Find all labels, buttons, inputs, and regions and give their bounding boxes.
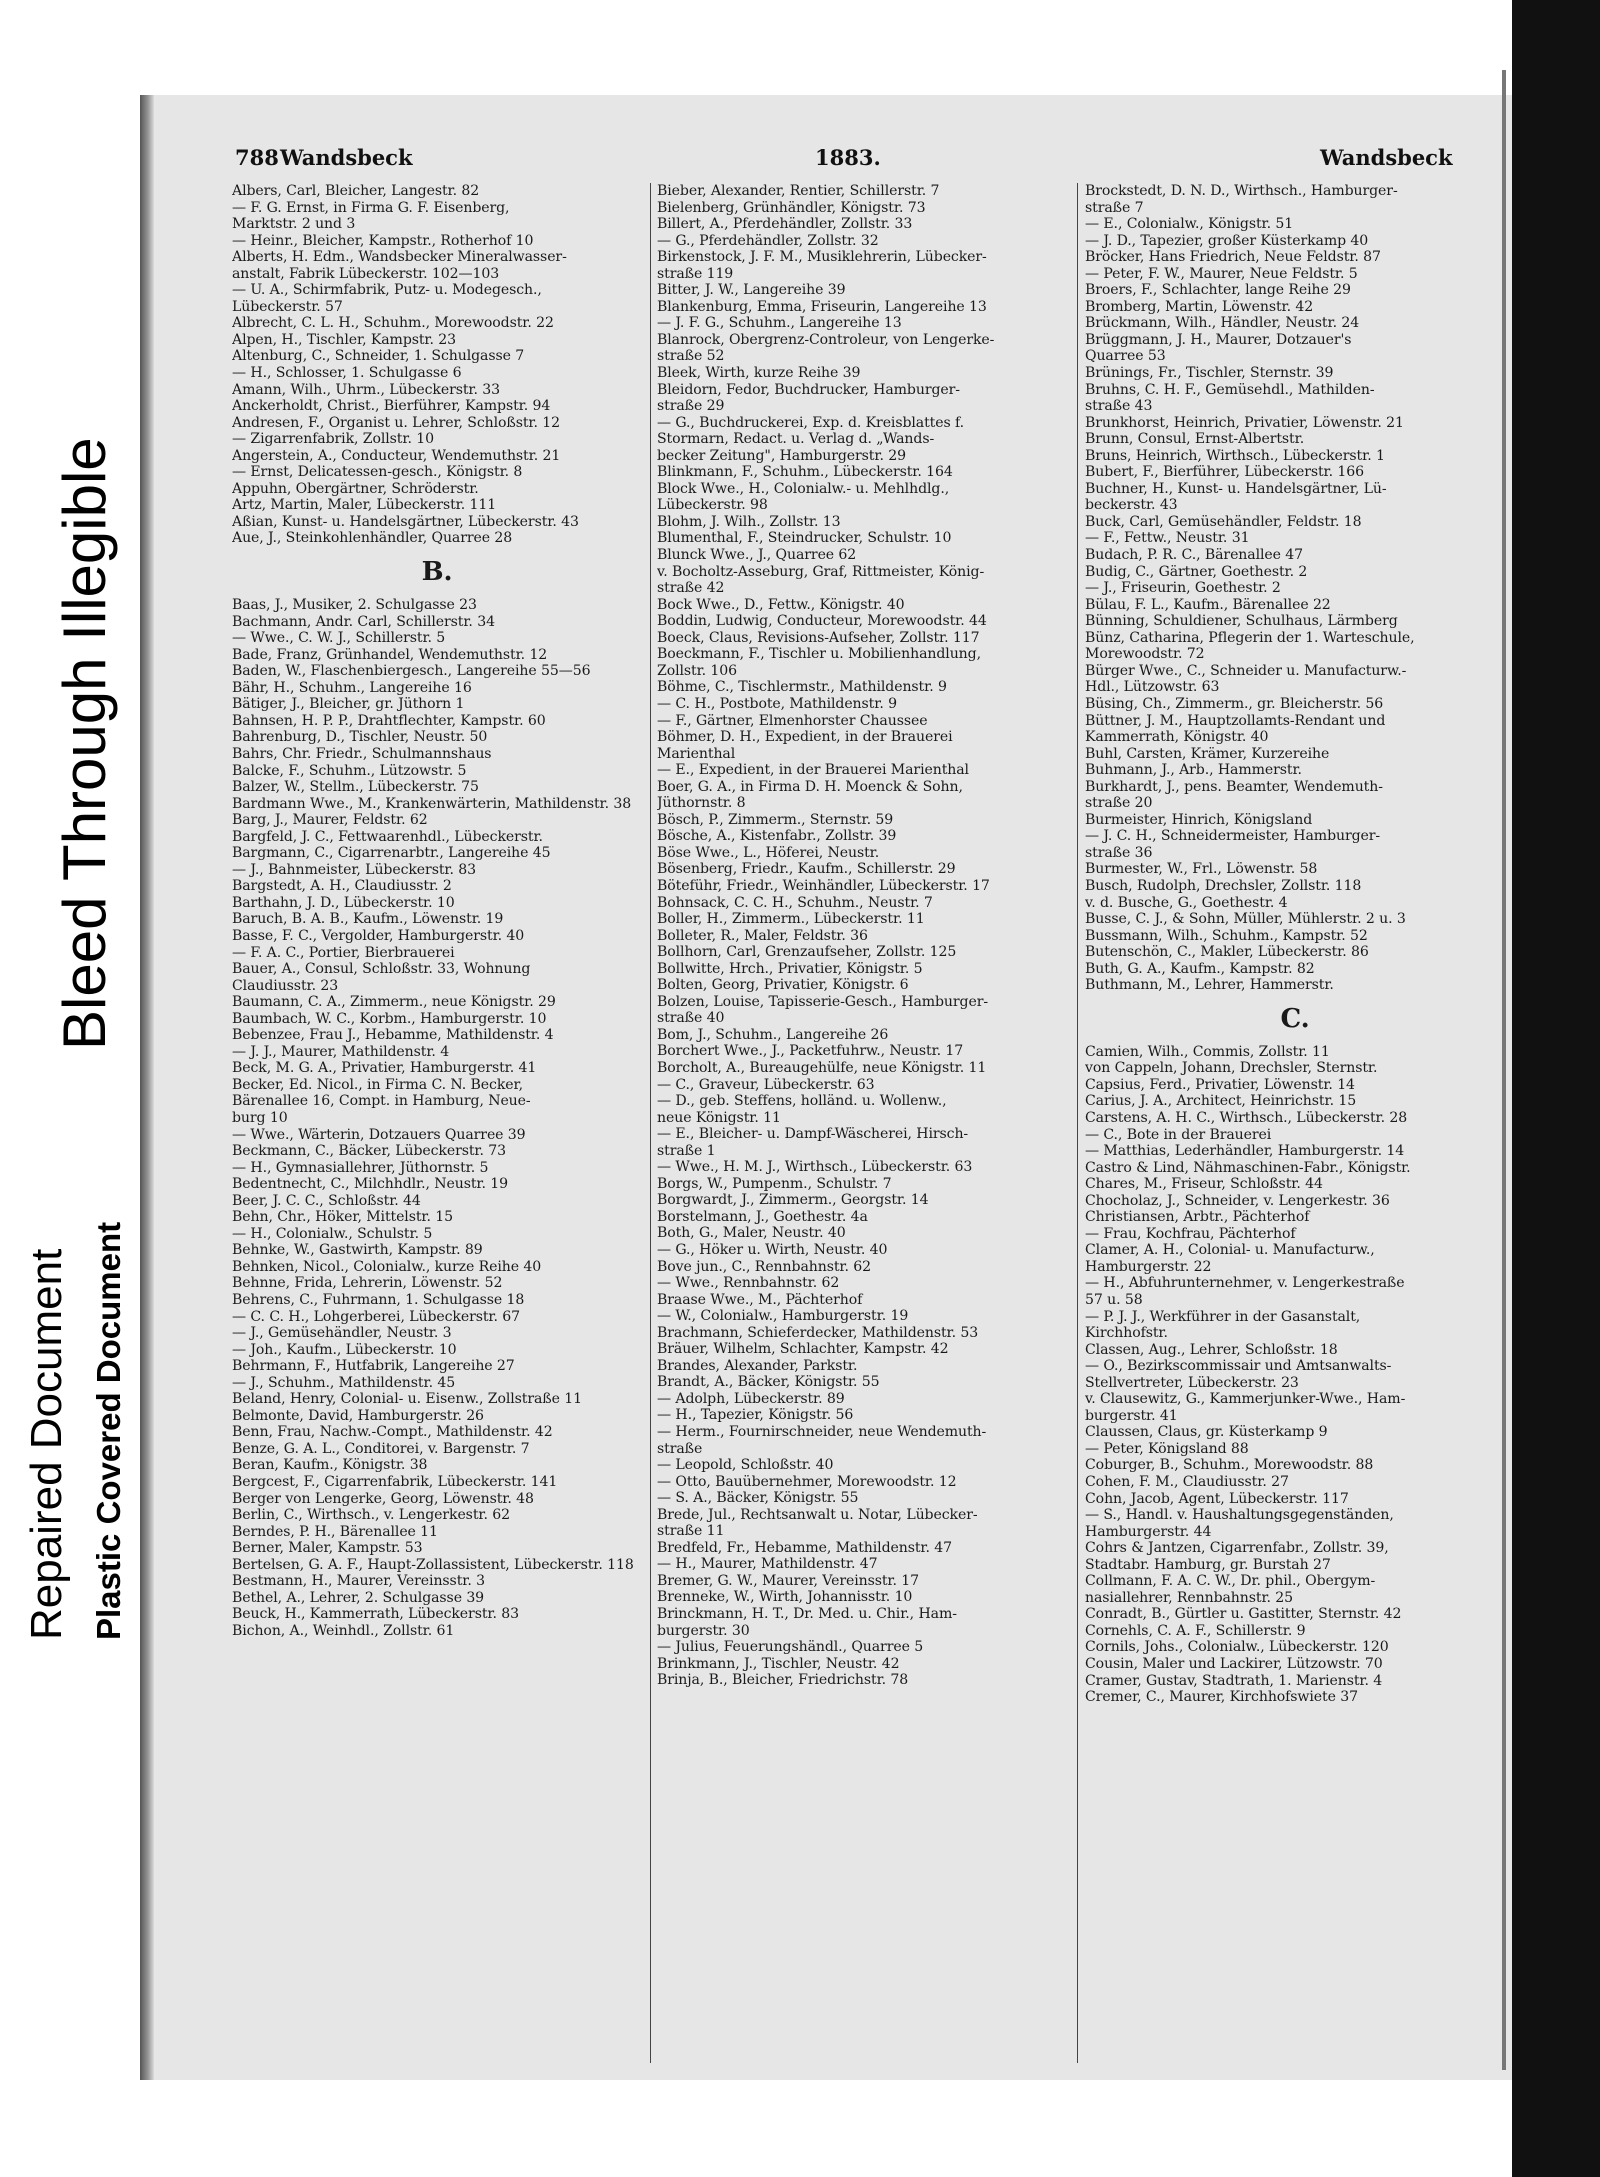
directory-entry: — S., Handl. v. Haushaltungsgegenständen,	[1085, 1507, 1394, 1524]
directory-entry: Quarree 53	[1085, 348, 1166, 365]
directory-entry: — E., Bleicher- u. Dampf-Wäscherei, Hirsch-	[657, 1126, 969, 1143]
directory-entry: Collmann, F. A. C. W., Dr. phil., Obergym-	[1085, 1573, 1376, 1590]
directory-entry: — Wwe., H. M. J., Wirthsch., Lübeckerstr. 63	[657, 1159, 973, 1176]
directory-entry: straße 20	[1085, 795, 1153, 812]
directory-entry: Burmeister, Hinrich, Königsland	[1085, 811, 1313, 828]
directory-entry: Marienthal	[657, 745, 736, 762]
directory-entry: — G., Pferdehändler, Zollstr. 32	[657, 232, 879, 249]
directory-entry: Blinkmann, F., Schuhm., Lübeckerstr. 164	[657, 464, 953, 481]
column-rule	[1077, 183, 1078, 2063]
directory-entry: Baden, W., Flaschenbiergesch., Langereihe 55—56	[232, 663, 591, 680]
directory-entry: Bruns, Heinrich, Wirthsch., Lübeckerstr. 1	[1085, 447, 1385, 464]
directory-column-1	[232, 183, 642, 1639]
directory-entry: Bubert, F., Bierführer, Lübeckerstr. 166	[1085, 464, 1364, 481]
page-number: 788	[235, 145, 279, 170]
directory-entry: Andresen, F., Organist u. Lehrer, Schloßstr. 12	[232, 414, 561, 431]
directory-entry: Behrmann, F., Hutfabrik, Langereihe 27	[232, 1358, 515, 1375]
directory-entry: Buthmann, M., Lehrer, Hammerstr.	[1085, 977, 1334, 994]
directory-entry: — F., Fettw., Neustr. 31	[1085, 530, 1250, 547]
bleed-through-label: Bleed Through Illegible	[51, 437, 118, 1050]
directory-entry: Bahrs, Chr. Friedr., Schulmannshaus	[232, 745, 492, 762]
directory-entry: — H., Colonialw., Schulstr. 5	[232, 1225, 433, 1242]
directory-entry: — Peter, F. W., Maurer, Neue Feldstr. 5	[1085, 265, 1358, 282]
directory-entry: Bleidorn, Fedor, Buchdrucker, Hamburger-	[657, 381, 960, 398]
directory-entry: Zollstr. 106	[657, 662, 738, 679]
directory-entry: Blohm, J. Wilh., Zollstr. 13	[657, 513, 841, 530]
directory-entry: Baas, J., Musiker, 2. Schulgasse 23	[232, 597, 477, 614]
directory-entry: Borgwardt, J., Zimmerm., Georgstr. 14	[657, 1192, 929, 1209]
directory-entry: — F. G. Ernst, in Firma G. F. Eisenberg,	[232, 199, 510, 216]
directory-entry: Baruch, B. A. B., Kaufm., Löwenstr. 19	[232, 911, 504, 928]
directory-entry: straße 36	[1085, 844, 1153, 861]
directory-entry: Conradt, B., Gürtler u. Gastitter, Sternstr. 42	[1085, 1606, 1402, 1623]
directory-entry: straße	[657, 1440, 703, 1457]
directory-entry: — Wwe., Wärterin, Dotzauers Quarree 39	[232, 1126, 526, 1143]
directory-entry: — E., Colonialw., Königstr. 51	[1085, 216, 1294, 233]
directory-entry: straße 119	[657, 265, 734, 282]
directory-entry: — C. H., Postbote, Mathildenstr. 9	[657, 695, 897, 712]
directory-entry: — J. C. H., Schneidermeister, Hamburger-	[1085, 828, 1381, 845]
directory-entry: Brinkmann, J., Tischler, Neustr. 42	[657, 1655, 900, 1672]
directory-entry: Berger von Lengerke, Georg, Löwenstr. 48	[232, 1490, 534, 1507]
directory-entry: Bergcest, F., Cigarrenfabrik, Lübeckerstr. 141	[232, 1474, 558, 1491]
directory-entry: Carius, J. A., Architect, Heinrichstr. 15	[1085, 1093, 1357, 1110]
directory-entry: — C., Graveur, Lübeckerstr. 63	[657, 1076, 875, 1093]
directory-entry: Bade, Franz, Grünhandel, Wendemuthstr. 12	[232, 646, 548, 663]
directory-entry: Claudiusstr. 23	[232, 977, 339, 994]
directory-entry: Buck, Carl, Gemüsehändler, Feldstr. 18	[1085, 513, 1362, 530]
directory-entry: — C., Bote in der Brauerei	[1085, 1126, 1272, 1143]
directory-entry: Capsius, Ferd., Privatier, Löwenstr. 14	[1085, 1076, 1355, 1093]
directory-entry: Amann, Wilh., Uhrm., Lübeckerstr. 33	[232, 381, 501, 398]
directory-entry: — H., Abfuhrunternehmer, v. Lengerkestraße	[1085, 1275, 1405, 1292]
page-binding-edge	[140, 95, 154, 2080]
directory-entry: — O., Bezirkscommissair und Amtsanwalts-	[1085, 1358, 1392, 1375]
directory-entry: Bitter, J. W., Langereihe 39	[657, 282, 846, 299]
directory-entry: Clamer, A. H., Colonial- u. Manufacturw.,	[1085, 1242, 1375, 1259]
directory-entry: Bätiger, J., Bleicher, gr. Jüthorn 1	[232, 696, 465, 713]
directory-entry: Bove jun., C., Rennbahnstr. 62	[657, 1258, 871, 1275]
directory-entry: straße 40	[657, 1010, 725, 1027]
directory-entry: Bussmann, Wilh., Schuhm., Kampstr. 52	[1085, 927, 1368, 944]
directory-entry: Balcke, F., Schuhm., Lützowstr. 5	[232, 762, 467, 779]
directory-entry: Bahrenburg, D., Tischler, Neustr. 50	[232, 729, 488, 746]
directory-column-2	[657, 183, 1067, 1689]
directory-entry: Behnne, Frida, Lehrerin, Löwenstr. 52	[232, 1275, 503, 1292]
directory-entry: — Peter, Königsland 88	[1085, 1440, 1249, 1457]
directory-entry: Bleek, Wirth, kurze Reihe 39	[657, 365, 861, 382]
directory-entry: Bachmann, Andr. Carl, Schillerstr. 34	[232, 613, 495, 630]
repaired-document-label: Repaired Document	[22, 1248, 71, 1640]
section-letter: B.	[421, 557, 453, 588]
scan-edge-line	[1502, 70, 1506, 2070]
directory-entry: Coburger, B., Schuhm., Morewoodstr. 88	[1085, 1457, 1374, 1474]
directory-entry: Aßian, Kunst- u. Handelsgärtner, Lübeckerstr. 43	[232, 513, 579, 530]
directory-entry: 57 u. 58	[1085, 1292, 1143, 1308]
directory-entry: Barthahn, J. D., Lübeckerstr. 10	[232, 894, 455, 911]
directory-entry: Morewoodstr. 72	[1085, 646, 1205, 663]
directory-entry: Cohen, F. M., Claudiusstr. 27	[1085, 1474, 1289, 1491]
directory-entry: Brunn, Consul, Ernst-Albertstr.	[1085, 431, 1305, 448]
directory-entry: — P. J. J., Werkführer in der Gasanstalt,	[1085, 1308, 1361, 1325]
directory-entry: straße 29	[657, 398, 725, 415]
directory-entry: Bollhorn, Carl, Grenzaufseher, Zollstr. 125	[657, 944, 957, 961]
directory-entry: Behnke, W., Gastwirth, Kampstr. 89	[232, 1242, 483, 1259]
directory-entry: Stadtabr. Hamburg, gr. Burstah 27	[1085, 1556, 1331, 1573]
directory-entry: Bargstedt, A. H., Claudiusstr. 2	[232, 878, 452, 895]
directory-entry: Berlin, C., Wirthsch., v. Lengerkestr. 62	[232, 1507, 510, 1524]
directory-entry: — Matthias, Lederhändler, Hamburgerstr. 14	[1085, 1143, 1405, 1160]
directory-entry: — H., Maurer, Mathildenstr. 47	[657, 1556, 878, 1573]
running-title-right: Wandsbeck	[1320, 145, 1453, 170]
directory-entry: Brockstedt, D. N. D., Wirthsch., Hamburger-	[1085, 183, 1398, 199]
directory-entry: Brandes, Alexander, Parkstr.	[657, 1357, 858, 1374]
directory-entry: burgerstr. 41	[1085, 1407, 1178, 1424]
directory-entry: Cramer, Gustav, Stadtrath, 1. Marienstr. 4	[1085, 1672, 1383, 1689]
directory-entry: anstalt, Fabrik Lübeckerstr. 102—103	[232, 265, 500, 282]
directory-entry: Bräuer, Wilhelm, Schlachter, Kampstr. 42	[657, 1341, 949, 1358]
directory-entry: Becker, Ed. Nicol., in Firma C. N. Becker,	[232, 1076, 523, 1093]
directory-entry: — U. A., Schirmfabrik, Putz- u. Modegesch.,	[232, 282, 542, 299]
directory-entry: Basse, F. C., Vergolder, Hamburgerstr. 40	[232, 927, 525, 944]
directory-entry: Chocholaz, J., Schneider, v. Lengerkestr. 36	[1085, 1192, 1390, 1209]
directory-entry: Bärenallee 16, Compt. in Hamburg, Neue-	[232, 1093, 531, 1110]
directory-entry: — J. D., Tapezier, großer Küsterkamp 40	[1085, 232, 1369, 249]
directory-entry: Bahnsen, H. P. P., Drahtflechter, Kampstr. 60	[232, 712, 546, 729]
directory-entry: — H., Gymnasiallehrer, Jüthornstr. 5	[232, 1159, 489, 1176]
directory-entry: Burmester, W., Frl., Löwenstr. 58	[1085, 861, 1318, 878]
directory-entry: Belmonte, David, Hamburgerstr. 26	[232, 1407, 484, 1424]
directory-entry: Borchert Wwe., J., Packetfuhrw., Neustr. 17	[657, 1043, 964, 1060]
directory-entry: Bebenzee, Frau J., Hebamme, Mathildenstr. 4	[232, 1027, 554, 1044]
directory-entry: — J., Gemüsehändler, Neustr. 3	[232, 1325, 452, 1342]
directory-entry: Bolzen, Louise, Tapisserie-Gesch., Hamburger-	[657, 993, 989, 1010]
directory-entry: Bünz, Catharina, Pflegerin der 1. Warteschule,	[1085, 629, 1415, 646]
directory-entry: Block Wwe., H., Colonialw.- u. Mehlhdlg.,	[657, 480, 950, 497]
scan-background-edge	[1512, 0, 1600, 2177]
directory-entry: straße 43	[1085, 398, 1153, 415]
directory-entry: Albrecht, C. L. H., Schuhm., Morewoodstr. 22	[232, 315, 554, 332]
directory-entry: Brede, Jul., Rechtsanwalt u. Notar, Lübecker-	[657, 1506, 978, 1523]
directory-entry: Behn, Chr., Höker, Mittelstr. 15	[232, 1209, 453, 1226]
directory-column-3	[1085, 183, 1505, 1706]
directory-entry: Beuck, H., Kammerrath, Lübeckerstr. 83	[232, 1606, 519, 1623]
directory-entry: Berner, Maler, Kampstr. 53	[232, 1540, 423, 1557]
directory-entry: Cousin, Maler und Lackirer, Lützowstr. 70	[1085, 1656, 1383, 1673]
directory-entry: Alpen, H., Tischler, Kampstr. 23	[232, 331, 457, 348]
directory-entry: Braase Wwe., M., Pächterhof	[657, 1291, 863, 1308]
directory-entry: Anckerholdt, Christ., Bierführer, Kampstr. 94	[232, 398, 551, 415]
running-title-left: Wandsbeck	[280, 145, 413, 170]
directory-entry: — Wwe., C. W. J., Schillerstr. 5	[232, 630, 446, 647]
directory-entry: Bollwitte, Hrch., Privatier, Königstr. 5	[657, 960, 923, 977]
directory-entry: — H., Schlosser, 1. Schulgasse 6	[232, 365, 462, 382]
directory-entry: — F., Gärtner, Elmenhorster Chaussee	[657, 712, 928, 729]
directory-entry: — J., Friseurin, Goethestr. 2	[1085, 580, 1281, 597]
directory-entry: Bom, J., Schuhm., Langereihe 26	[657, 1026, 889, 1043]
directory-entry: Claussen, Claus, gr. Küsterkamp 9	[1085, 1424, 1328, 1441]
directory-entry: Blumenthal, F., Steindrucker, Schulstr. 10	[657, 530, 952, 547]
directory-entry: Bardmann Wwe., M., Krankenwärterin, Mathildenstr. 38	[232, 795, 632, 812]
directory-entry: Bestmann, H., Maurer, Vereinsstr. 3	[232, 1573, 485, 1590]
directory-entry: Bürger Wwe., C., Schneider u. Manufacturw.-	[1085, 662, 1407, 679]
directory-entry: Brinja, B., Bleicher, Friedrichstr. 78	[657, 1672, 909, 1689]
directory-entry: Böhme, C., Tischlermstr., Mathildenstr. 9	[657, 679, 947, 696]
directory-entry: Barg, J., Maurer, Feldstr. 62	[232, 812, 428, 829]
directory-entry: straße 7	[1085, 199, 1144, 216]
directory-entry: Brünings, Fr., Tischler, Sternstr. 39	[1085, 365, 1334, 382]
directory-entry: straße 42	[657, 580, 725, 597]
directory-entry: Appuhn, Obergärtner, Schröderstr.	[232, 480, 479, 497]
section-letter: C.	[1280, 1003, 1310, 1034]
directory-entry: Bolten, Georg, Privatier, Königstr. 6	[657, 977, 909, 994]
directory-entry: Busse, C. J., & Sohn, Müller, Mühlerstr. 2 u. 3	[1085, 911, 1406, 928]
directory-entry: Cornils, Johs., Colonialw., Lübeckerstr. 120	[1085, 1639, 1389, 1656]
directory-entry: Cornehls, C. A. F., Schillerstr. 9	[1085, 1622, 1306, 1639]
running-year: 1883.	[815, 145, 881, 170]
directory-entry: Jüthornstr. 8	[657, 795, 746, 812]
directory-entry: Beland, Henry, Colonial- u. Eisenw., Zollstraße 11	[232, 1391, 582, 1408]
directory-entry: Billert, A., Pferdehändler, Zollstr. 33	[657, 216, 913, 233]
directory-entry: straße 11	[657, 1523, 725, 1540]
directory-entry: — Wwe., Rennbahnstr. 62	[657, 1275, 840, 1292]
directory-entry: Bargfeld, J. C., Fettwaarenhdl., Lübeckerstr.	[232, 828, 543, 845]
directory-entry: Bünning, Schuldiener, Schulhaus, Lärmberg	[1085, 613, 1398, 630]
directory-entry: Castro & Lind, Nähmaschinen-Fabr., Königstr.	[1085, 1159, 1411, 1176]
directory-entry: — Heinr., Bleicher, Kampstr., Rotherhof 10	[232, 232, 534, 249]
directory-entry: — E., Expedient, in der Brauerei Marienthal	[657, 762, 969, 779]
directory-entry: Berndes, P. H., Bärenallee 11	[232, 1523, 438, 1540]
directory-entry: — G., Höker u. Wirth, Neustr. 40	[657, 1242, 888, 1258]
directory-entry: Buth, G. A., Kaufm., Kampstr. 82	[1085, 960, 1315, 977]
directory-entry: v. Clausewitz, G., Kammerjunker-Wwe., Ham-	[1085, 1391, 1406, 1408]
directory-entry: — Joh., Kaufm., Lübeckerstr. 10	[232, 1341, 457, 1358]
directory-entry: Busch, Rudolph, Drechsler, Zollstr. 118	[1085, 877, 1362, 894]
directory-entry: Brüggmann, J. H., Maurer, Dotzauer's	[1085, 331, 1352, 348]
directory-entry: — F. A. C., Portier, Bierbrauerei	[232, 944, 455, 961]
directory-entry: v. Bocholtz-Asseburg, Graf, Rittmeister, König-	[657, 563, 985, 580]
directory-entry: Marktstr. 2 und 3	[232, 216, 356, 233]
directory-entry: neue Königstr. 11	[657, 1109, 781, 1126]
directory-entry: — W., Colonialw., Hamburgerstr. 19	[657, 1308, 909, 1325]
directory-entry: Brückmann, Wilh., Händler, Neustr. 24	[1085, 315, 1360, 332]
directory-entry: Balzer, W., Stellm., Lübeckerstr. 75	[232, 779, 479, 796]
directory-entry: Angerstein, A., Conducteur, Wendemuthstr. 21	[232, 447, 561, 464]
directory-entry: Carstens, A. H. C., Wirthsch., Lübeckerstr. 28	[1085, 1109, 1408, 1126]
directory-entry: Budach, P. R. C., Bärenallee 47	[1085, 547, 1303, 564]
directory-entry: Brachmann, Schieferdecker, Mathildenstr. 53	[657, 1324, 979, 1341]
directory-entry: Both, G., Maler, Neustr. 40	[657, 1225, 846, 1242]
directory-entry: Christiansen, Arbtr., Pächterhof	[1085, 1209, 1310, 1226]
directory-entry: Benze, G. A. L., Conditorei, v. Bargenstr. 7	[232, 1440, 530, 1457]
directory-entry: Aue, J., Steinkohlenhändler, Quarree 28	[232, 530, 513, 547]
directory-entry: Beck, M. G. A., Privatier, Hamburgerstr. 41	[232, 1060, 537, 1077]
directory-entry: Bremer, G. W., Maurer, Vereinsstr. 17	[657, 1572, 919, 1589]
directory-entry: Brenneke, W., Wirth, Johannisstr. 10	[657, 1589, 913, 1606]
directory-entry: nasiallehrer, Rennbahnstr. 25	[1085, 1589, 1294, 1606]
directory-entry: Kammerrath, Königstr. 40	[1085, 729, 1269, 746]
directory-entry: burg 10	[232, 1109, 288, 1126]
directory-entry: Boller, H., Zimmerm., Lübeckerstr. 11	[657, 911, 925, 928]
directory-entry: — J. F. G., Schuhm., Langereihe 13	[657, 315, 902, 332]
directory-entry: Bedentnecht, C., Milchhdlr., Neustr. 19	[232, 1176, 509, 1193]
directory-entry: — G., Buchdruckerei, Exp. d. Kreisblattes f.	[657, 414, 964, 431]
running-head	[235, 145, 1475, 179]
directory-entry: Borgs, W., Pumpenm., Schulstr. 7	[657, 1175, 892, 1192]
directory-entry: Behnken, Nicol., Colonialw., kurze Reihe 40	[232, 1258, 542, 1275]
directory-entry: Cremer, C., Maurer, Kirchhofswiete 37	[1085, 1689, 1358, 1706]
directory-entry: Benn, Frau, Nachw.-Compt., Mathildenstr. 42	[232, 1424, 553, 1441]
directory-entry: v. d. Busche, G., Goethestr. 4	[1085, 894, 1288, 911]
directory-entry: Beran, Kaufm., Königstr. 38	[232, 1457, 428, 1474]
directory-entry: Classen, Aug., Lehrer, Schloßstr. 18	[1085, 1341, 1338, 1358]
directory-entry: Stormarn, Redact. u. Verlag d. „Wands-	[657, 431, 935, 448]
directory-entry: straße 52	[657, 348, 725, 365]
directory-entry: Birkenstock, J. F. M., Musiklehrerin, Lübecker-	[657, 249, 987, 266]
directory-entry: Cohrs & Jantzen, Cigarrenfabr., Zollstr. 39,	[1085, 1540, 1389, 1557]
directory-entry: — S. A., Bäcker, Königstr. 55	[657, 1490, 859, 1507]
directory-entry: Butenschön, C., Makler, Lübeckerstr. 86	[1085, 944, 1369, 961]
scanned-page	[140, 95, 1600, 2080]
archive-label-strip	[0, 0, 140, 2177]
directory-entry: Kirchhofstr.	[1085, 1325, 1168, 1342]
directory-entry: Bieber, Alexander, Rentier, Schillerstr. 7	[657, 183, 940, 199]
directory-entry: Cohn, Jacob, Agent, Lübeckerstr. 117	[1085, 1490, 1349, 1507]
directory-entry: — J., Bahnmeister, Lübeckerstr. 83	[232, 861, 476, 878]
directory-entry: Chares, M., Friseur, Schloßstr. 44	[1085, 1176, 1323, 1193]
directory-entry: Bülau, F. L., Kaufm., Bärenallee 22	[1085, 596, 1331, 613]
directory-entry: Bichon, A., Weinhdl., Zollstr. 61	[232, 1622, 455, 1639]
directory-entry: Bösch, P., Zimmerm., Sternstr. 59	[657, 811, 894, 828]
directory-entry: Bruhns, C. H. F., Gemüsehdl., Mathilden-	[1085, 381, 1375, 398]
directory-entry: — Ernst, Delicatessen-gesch., Königstr. 8	[232, 464, 523, 481]
directory-entry: Lübeckerstr. 98	[657, 497, 768, 514]
directory-entry: Burkhardt, J., pens. Beamter, Wendemuth-	[1085, 778, 1383, 795]
directory-entry: Baumbach, W. C., Korbm., Hamburgerstr. 10	[232, 1010, 547, 1027]
directory-entry: Boeck, Claus, Revisions-Aufseher, Zollstr. 117	[657, 629, 980, 646]
directory-entry: Lübeckerstr. 57	[232, 298, 343, 315]
directory-entry: — D., geb. Steffens, holländ. u. Wollenw.,	[657, 1093, 947, 1110]
directory-entry: Hamburgerstr. 44	[1085, 1523, 1212, 1540]
directory-entry: Bethel, A., Lehrer, 2. Schulgasse 39	[232, 1589, 485, 1606]
directory-entry: Altenburg, C., Schneider, 1. Schulgasse 7	[232, 348, 525, 365]
directory-entry: — J. J., Maurer, Mathildenstr. 4	[232, 1043, 450, 1060]
directory-entry: Budig, C., Gärtner, Goethestr. 2	[1085, 563, 1308, 580]
directory-entry: Bähr, H., Schuhm., Langereihe 16	[232, 679, 472, 696]
directory-entry: Bertelsen, G. A. F., Haupt-Zollassistent, Lübeckerstr. 118	[232, 1556, 634, 1573]
directory-entry: Bösenberg, Friedr., Kaufm., Schillerstr. 29	[657, 861, 956, 878]
directory-entry: Brinckmann, H. T., Dr. Med. u. Chir., Ham-	[657, 1606, 957, 1623]
directory-entry: Albers, Carl, Bleicher, Langestr. 82	[232, 183, 480, 199]
directory-entry: Baumann, C. A., Zimmerm., neue Königstr. 29	[232, 994, 556, 1011]
directory-entry: Brunkhorst, Heinrich, Privatier, Löwenstr. 21	[1085, 414, 1404, 431]
directory-entry: Borcholt, A., Bureaugehülfe, neue Königstr. 11	[657, 1059, 987, 1076]
directory-entry: Bromberg, Martin, Löwenstr. 42	[1085, 298, 1314, 315]
directory-entry: becker Zeitung", Hamburgerstr. 29	[657, 447, 906, 464]
directory-entry: — Zigarrenfabrik, Zollstr. 10	[232, 431, 434, 448]
directory-entry: Alberts, H. Edm., Wandsbecker Mineralwasser-	[232, 249, 567, 266]
directory-entry: Hdl., Lützowstr. 63	[1085, 679, 1220, 696]
directory-entry: Bargmann, C., Cigarrenarbtr., Langereihe 45	[232, 845, 551, 862]
directory-entry: Beckmann, C., Bäcker, Lübeckerstr. 73	[232, 1143, 507, 1160]
directory-entry: Bielenberg, Grünhändler, Königstr. 73	[657, 199, 926, 216]
directory-entry: Buchner, H., Kunst- u. Handelsgärtner, Lü-	[1085, 480, 1387, 497]
directory-entry: Büttner, J. M., Hauptzollamts-Rendant und	[1085, 712, 1386, 729]
directory-entry: Büsing, Ch., Zimmerm., gr. Bleicherstr. 56	[1085, 695, 1384, 712]
directory-entry: beckerstr. 43	[1085, 497, 1178, 514]
directory-entry: Beer, J. C. C., Schloßstr. 44	[232, 1192, 421, 1209]
directory-entry: Bredfeld, Fr., Hebamme, Mathildenstr. 47	[657, 1539, 953, 1556]
directory-entry: — Otto, Bauübernehmer, Morewoodstr. 12	[657, 1473, 957, 1490]
directory-entry: burgerstr. 30	[657, 1622, 750, 1639]
directory-entry: — Leopold, Schloßstr. 40	[657, 1457, 834, 1474]
plastic-covered-label: Plastic Covered Document	[90, 1221, 127, 1640]
directory-entry: Bohnsack, C. C. H., Schuhm., Neustr. 7	[657, 894, 933, 911]
directory-entry: straße 1	[657, 1142, 716, 1159]
directory-entry: Boer, G. A., in Firma D. H. Moenck & Sohn,	[657, 778, 963, 795]
directory-entry: Hamburgerstr. 22	[1085, 1258, 1212, 1275]
directory-entry: Camien, Wilh., Commis, Zollstr. 11	[1085, 1043, 1330, 1060]
directory-entry: Bauer, A., Consul, Schloßstr. 33, Wohnung	[232, 961, 531, 978]
directory-entry: Broers, F., Schlachter, lange Reihe 29	[1085, 282, 1351, 299]
directory-entry: — Julius, Feuerungshändl., Quarree 5	[657, 1639, 924, 1656]
directory-entry: Buhl, Carsten, Krämer, Kurzereihe	[1085, 745, 1330, 762]
directory-entry: Stellvertreter, Lübeckerstr. 23	[1085, 1374, 1299, 1391]
directory-entry: Buhmann, J., Arb., Hammerstr.	[1085, 762, 1302, 779]
directory-entry: Borstelmann, J., Goethestr. 4a	[657, 1208, 868, 1225]
directory-entry: — H., Tapezier, Königstr. 56	[657, 1407, 854, 1424]
directory-entry: Blunck Wwe., J., Quarree 62	[657, 547, 857, 564]
directory-entry: Böteführ, Friedr., Weinhändler, Lübeckerstr. 17	[657, 877, 990, 894]
directory-entry: Boeckmann, F., Tischler u. Mobilienhandlung,	[657, 646, 981, 663]
directory-entry: — Adolph, Lübeckerstr. 89	[657, 1390, 845, 1407]
directory-entry: von Cappeln, Johann, Drechsler, Sternstr.	[1085, 1060, 1378, 1077]
directory-entry: — Herm., Fournirschneider, neue Wendemuth-	[657, 1424, 987, 1441]
directory-entry: Blankenburg, Emma, Friseurin, Langereihe 13	[657, 298, 987, 315]
column-rule	[650, 183, 651, 2063]
directory-entry: Artz, Martin, Maler, Lübeckerstr. 111	[232, 497, 497, 514]
directory-entry: Böse Wwe., L., Höferei, Neustr.	[657, 844, 880, 861]
directory-entry: Bock Wwe., D., Fettw., Königstr. 40	[657, 596, 905, 613]
directory-entry: — C. C. H., Lohgerberei, Lübeckerstr. 67	[232, 1308, 521, 1325]
directory-entry: — Frau, Kochfrau, Pächterhof	[1085, 1225, 1296, 1242]
directory-entry: Behrens, C., Fuhrmann, 1. Schulgasse 18	[232, 1292, 525, 1308]
directory-entry: — J., Schuhm., Mathildenstr. 45	[232, 1374, 456, 1391]
directory-entry: Brandt, A., Bäcker, Königstr. 55	[657, 1374, 880, 1391]
directory-entry: Bolleter, R., Maler, Feldstr. 36	[657, 927, 868, 944]
directory-entry: Bösche, A., Kistenfabr., Zollstr. 39	[657, 828, 897, 845]
directory-entry: Böhmer, D. H., Expedient, in der Brauerei	[657, 729, 953, 746]
directory-entry: Bröcker, Hans Friedrich, Neue Feldstr. 87	[1085, 249, 1381, 266]
directory-entry: Boddin, Ludwig, Conducteur, Morewoodstr. 44	[657, 613, 987, 630]
directory-entry: Blanrock, Obergrenz-Controleur, von Lengerke-	[657, 331, 995, 348]
